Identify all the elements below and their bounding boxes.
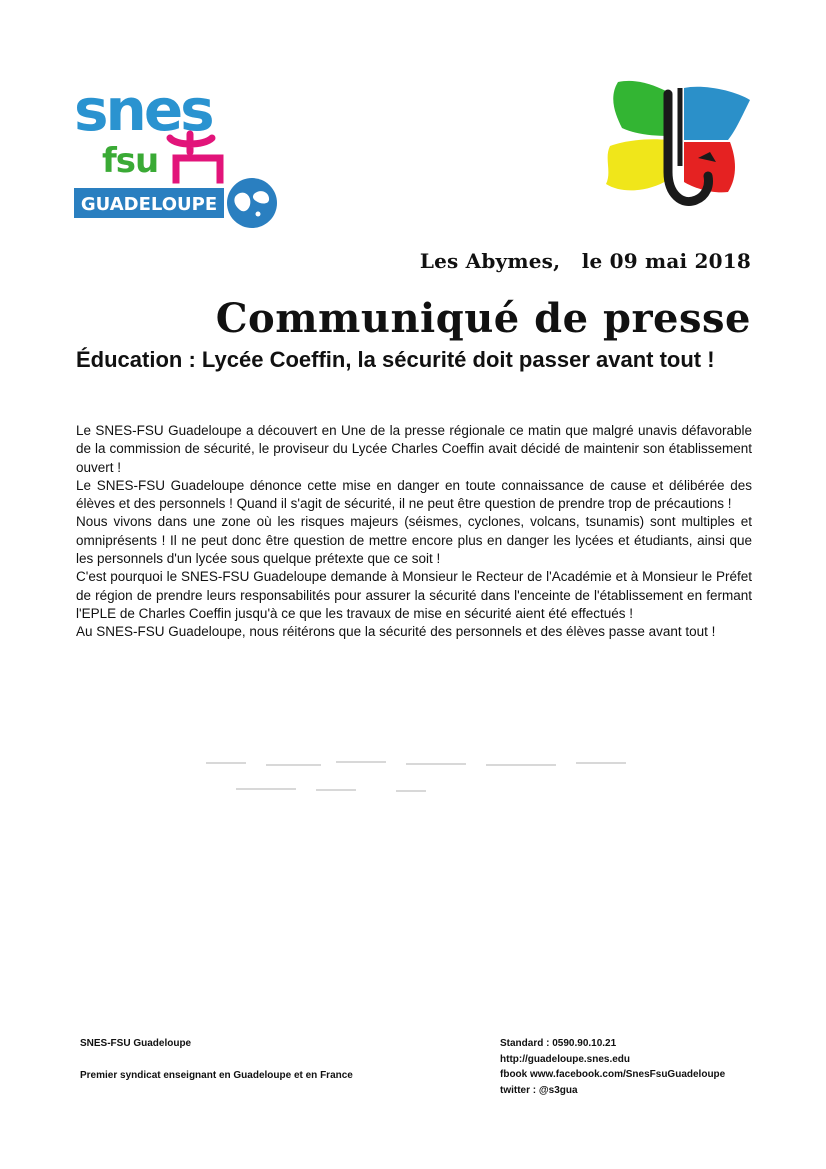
body-paragraph: Le SNES-FSU Guadeloupe a découvert en Une de la presse régionale ce matin que malgré unavis défavorable de la commission de sécurité, le proviseur du Lycée Charles Coeffin avait décidé de maintenir son établissement ouvert ! xyxy=(76,423,752,475)
footer-phone: Standard : 0590.90.10.21 xyxy=(500,1038,617,1049)
body-paragraph: Au SNES-FSU Guadeloupe, nous réitérons que la sécurité des personnels et des élèves passe avant tout ! xyxy=(76,624,716,640)
footer-twitter-handle[interactable]: twitter : @s3gua xyxy=(500,1084,578,1096)
logo-text-snes: snes xyxy=(74,76,212,144)
page-title: Communiqué de presse xyxy=(215,295,751,342)
footer-facebook-link[interactable]: fbook www.facebook.com/SnesFsuGuadeloupe xyxy=(500,1069,726,1080)
dateline: Les Abymes, le 09 mai 2018 xyxy=(419,249,751,273)
subtitle: Éducation : Lycée Coeffin, la sécurité doit passer avant tout ! xyxy=(76,347,715,372)
logo-banner-text: GUADELOUPE xyxy=(80,194,218,215)
logo-text-fsu: fsu xyxy=(102,141,159,181)
faint-signature-trace xyxy=(196,752,636,802)
union-splash-logo xyxy=(598,76,752,212)
snes-fsu-logo xyxy=(72,62,278,228)
press-release-body xyxy=(76,422,752,642)
footer-contact xyxy=(500,1036,760,1098)
footer-tagline: Premier syndicat enseignant en Guadeloupe et en France xyxy=(80,1070,353,1081)
body-paragraph: Nous vivons dans une zone où les risques majeurs (séismes, cyclones, volcans, tsunamis) sont multiples et omniprésents ! Il ne peut donc être question de mettre encore plus en danger les lycées et étudiants, ainsi que les personnels d'un lycée sous quelque prétexte que ce soit ! xyxy=(76,514,752,567)
body-paragraph: Le SNES-FSU Guadeloupe dénonce cette mise en danger en toute connaissance de cause et délibérée des élèves et des personnels ! Quand il s'agit de sécurité, il ne peut être question de prendre trop de précautions ! xyxy=(76,477,752,512)
footer-org-name: SNES-FSU Guadeloupe xyxy=(80,1038,192,1049)
body-paragraph: C'est pourquoi le SNES-FSU Guadeloupe demande à Monsieur le Recteur de l'Académie et à Monsieur le Préfet de région de prendre leurs responsabilités pour assurer la sécurité dans l'enceinte de l'établissement en fermant l'EPLE de Charles Coeffin jusqu'à ce que les travaux de mise en sécurité aient été effectués ! xyxy=(76,569,752,621)
footer-organization xyxy=(80,1036,440,1083)
footer-website-link[interactable]: http://guadeloupe.snes.edu xyxy=(500,1053,631,1065)
island-icon xyxy=(227,178,277,228)
